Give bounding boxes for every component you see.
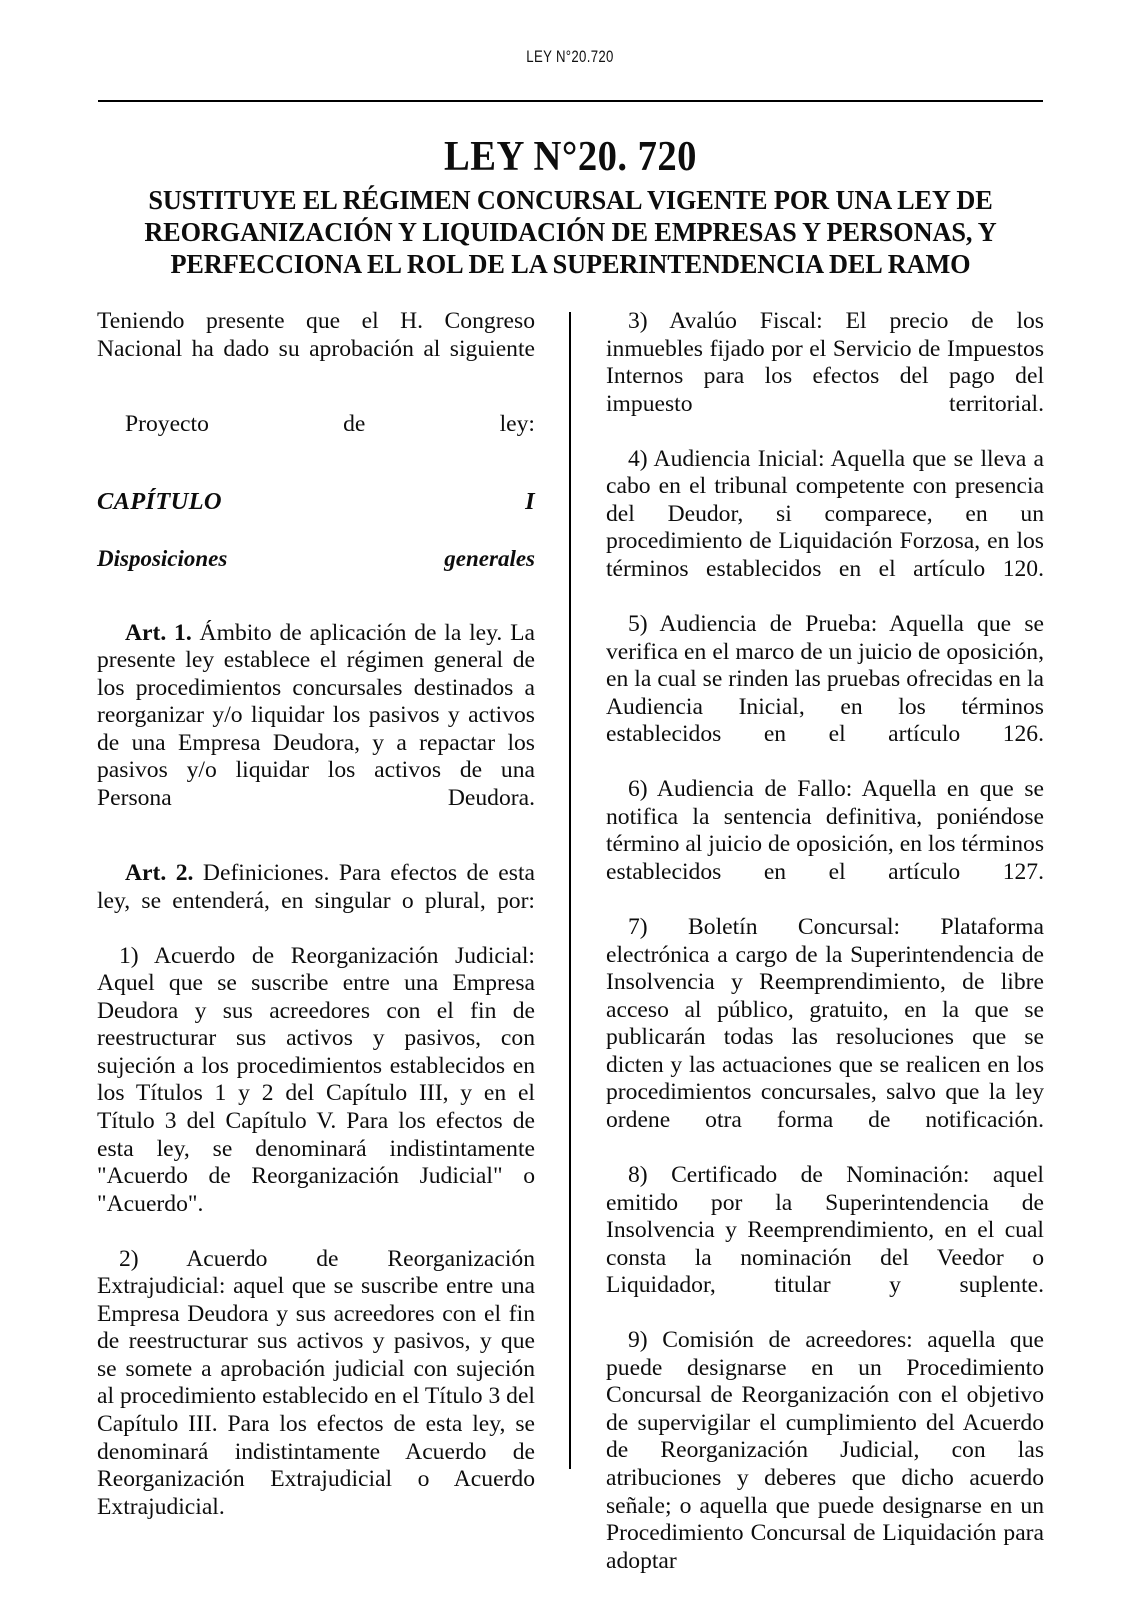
chapter-heading: CAPÍTULO I [97, 487, 535, 515]
definition-item-8: 8) Certificado de Nominación: aquel emitido por la Superintendencia de Insolvencia y Reemprendimiento, en el cual consta la nominación del Veedor o Liquidador, titular y suplente. [606, 1161, 1044, 1299]
running-header-title: LEY N°20.720 [526, 48, 614, 66]
article-1-label: Art. 1. [125, 619, 192, 646]
definition-item-3: 3) Avalúo Fiscal: El precio de los inmuebles fijado por el Servicio de Impuestos Internos para los efectos del pago del impuesto territorial. [606, 308, 1044, 417]
chapter-subheading: Disposiciones generales [97, 545, 535, 571]
article-1-text: Ámbito de aplicación de la ley. La presente ley establece el régimen general de los procedimientos concursales destinados a reorganizar y/o liquidar los pasivos y activos de una Empresa Deudora, y a repactar los pasivos y/o liquidar los activos de una Persona Deudora. [97, 619, 535, 811]
definition-item-2: 2) Acuerdo de Reorganización Extrajudicial: aquel que se suscribe entre una Empresa Deudora y sus acreedores con el fin de reestructurar sus activos y pasivos, y que se somete a aprobación judicial con sujeción al procedimiento establecido en el Título 3 del Capítulo III. Para los efectos de esta ley, se denominará indistintamente Acuerdo de Reorganización Extrajudicial o Acuerdo Extrajudicial. [97, 1245, 535, 1520]
left-column [97, 308, 535, 1520]
definition-item-9: 9) Comisión de acreedores: aquella que puede designarse en un Procedimiento Concursal de Reorganización con el objetivo de supervigilar el cumplimiento del Acuerdo de Reorganización Judicial, con las atribuciones y deberes que dicho acuerdo señale; o aquella que puede designarse en un Procedimiento Concursal de Liquidación para adoptar [606, 1327, 1044, 1574]
preamble-paragraph: Teniendo presente que el H. Congreso Nacional ha dado su aprobación al siguiente [97, 308, 535, 362]
definition-item-7: 7) Boletín Concursal: Plataforma electrónica a cargo de la Superintendencia de Insolvencia y Reemprendimiento, de libre acceso al público, gratuito, en la que se publicarán todas las resoluciones que se dicten y las actuaciones que se realicen en los procedimientos concursales, salvo que la ley ordene otra forma de notificación. [606, 914, 1044, 1133]
page-subtitle: SUSTITUYE EL RÉGIMEN CONCURSAL VIGENTE POR UNA LEY DE REORGANIZACIÓN Y LIQUIDACIÓN DE EMPRESAS Y PERSONAS, Y PERFECCIONA EL ROL DE LA SUPERINTENDENCIA DEL RAMO [144, 184, 997, 280]
right-column [606, 308, 1044, 1574]
article-2-label: Art. 2. [125, 860, 194, 887]
definition-item-4: 4) Audiencia Inicial: Aquella que se lleva a cabo en el tribunal competente con presencia del Deudor, si comparece, en un procedimiento de Liquidación Forzosa, en los términos establecidos en el artículo 120. [606, 445, 1044, 582]
article-2-text: Definiciones. Para efectos de esta ley, se entenderá, en singular o plural, por: [97, 860, 535, 914]
definition-item-1: 1) Acuerdo de Reorganización Judicial: Aquel que se suscribe entre una Empresa Deudora y sus acreedores con el fin de reestructurar sus activos y pasivos, con sujeción a los procedimientos establecidos en los Títulos 1 y 2 del Capítulo III, y en el Título 3 del Capítulo V. Para los efectos de esta ley, se denominará indistintamente "Acuerdo de Reorganización Judicial" o "Acuerdo". [97, 942, 535, 1217]
two-column-body [97, 308, 1044, 1574]
header-divider-rule [98, 100, 1043, 102]
article-1-paragraph [97, 620, 535, 840]
article-2-paragraph [97, 860, 535, 943]
project-line: Proyecto de ley: [125, 410, 535, 437]
definition-item-6: 6) Audiencia de Fallo: Aquella en que se notifica la sentencia definitiva, poniéndose término al juicio de oposición, en los términos establecidos en el artículo 127. [606, 776, 1044, 885]
title-block [97, 136, 1044, 281]
definition-item-5: 5) Audiencia de Prueba: Aquella que se verifica en el marco de un juicio de oposición, en la cual se rinden las pruebas ofrecidas en la Audiencia Inicial, en los términos establecidos en el artículo 126. [606, 611, 1044, 748]
column-divider-rule [569, 312, 571, 1469]
page-title: LEY N°20. 720 [444, 134, 697, 180]
